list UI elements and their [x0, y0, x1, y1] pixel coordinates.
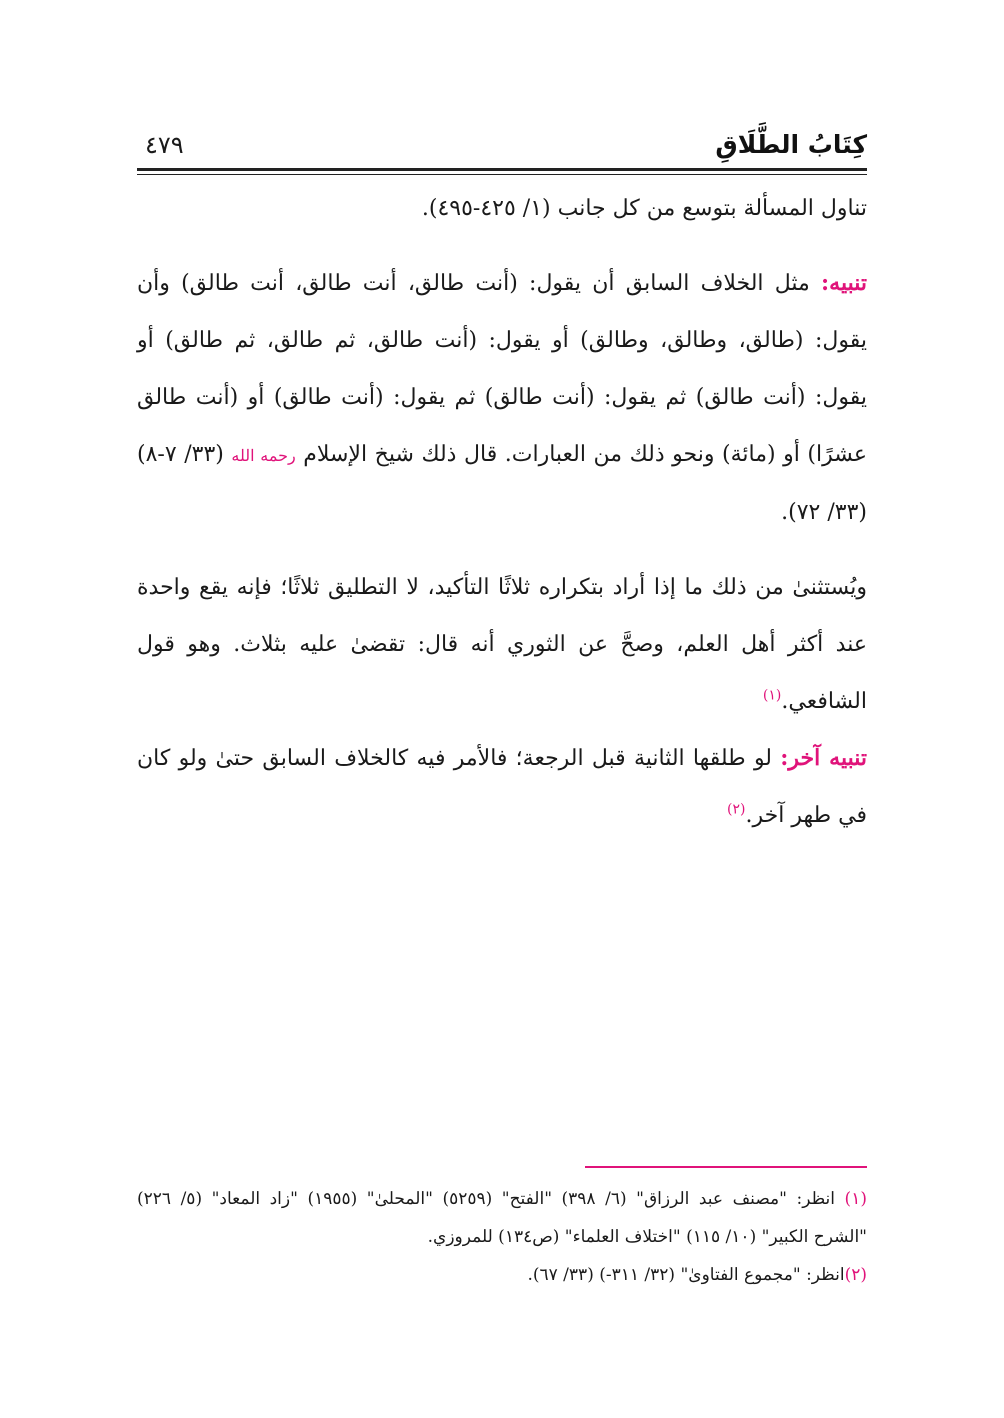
footnote-1-text: انظر: "مصنف عبد الرزاق" (٦/ ٣٩٨) "الفتح" (٥٢٥٩) "المحلىٰ" (١٩٥٥) "زاد المعاد" (٥/ ٢٢٦) "الشرح الكبير" (١٠/ ١١٥) "اختلاف العلماء" (ص١٣٤) للمروزي.: [137, 1189, 867, 1247]
page-number: ٤٧٩: [145, 131, 184, 159]
note-text-a: مثل الخلاف السابق أن يقول: (أنت طالق، أنت طالق، أنت طالق) وأن يقول: (طالق، وطالق، وطالق) أو يقول: (أنت طالق، ثم طالق، ثم طالق) أو يقول: (أنت طالق) ثم يقول: (أنت طالق) ثم يقول: (أنت طالق) أو (أنت طالق عشرًا) أو (مائة) ونحو ذلك من العبارات. قال ذلك شيخ الإسلام: [137, 271, 868, 467]
footnote-2-text: انظر: "مجموع الفتاوىٰ" (٣٢/ ٣١١-) (٣٣/ ٦٧).: [527, 1265, 845, 1285]
footnote-2: [137, 1256, 867, 1294]
header-rule-thin: [137, 174, 867, 175]
footnote-1-number: (١): [844, 1189, 867, 1209]
another-note-label: تنبيه آخر:: [780, 745, 867, 771]
honorific-glyph: رحمه الله: [231, 446, 296, 465]
paragraph-another-note: [137, 730, 867, 844]
page-header: [137, 128, 867, 168]
running-title: كِتَابُ الطَّلَاقِ: [715, 130, 867, 159]
footnote-ref-2[interactable]: (٢): [727, 801, 746, 818]
footnote-2-number: (٢): [844, 1265, 867, 1285]
main-text: [137, 180, 867, 844]
note-text-b: (٣٣/ ٧-٨) (٣٣/ ٧٢).: [137, 442, 867, 525]
footnote-separator: [585, 1166, 867, 1168]
exception-text: ويُستثنىٰ من ذلك ما إذا أراد بتكراره ثلاثًا التأكيد، لا التطليق ثلاثًا؛ فإنه يقع واحدة عند أكثر أهل العلم، وصحَّ عن الثوري أنه قال: تقضىٰ عليه بثلاث. وهو قول الشافعي.: [137, 575, 867, 714]
header-rule-thick: [137, 168, 867, 171]
paragraph-note: [137, 255, 867, 541]
another-note-text: لو طلقها الثانية قبل الرجعة؛ فالأمر فيه كالخلاف السابق حتىٰ ولو كان في طهر آخر.: [137, 746, 867, 828]
footnote-ref-1[interactable]: (١): [762, 687, 782, 704]
footnote-1: [137, 1180, 867, 1256]
note-label: تنبيه:: [821, 270, 867, 296]
footnotes: [137, 1180, 867, 1294]
paragraph-exception: [137, 559, 867, 730]
paragraph-continuation: تناول المسألة بتوسع من كل جانب (١/ ٤٢٥-٤٩٥).: [421, 196, 867, 221]
